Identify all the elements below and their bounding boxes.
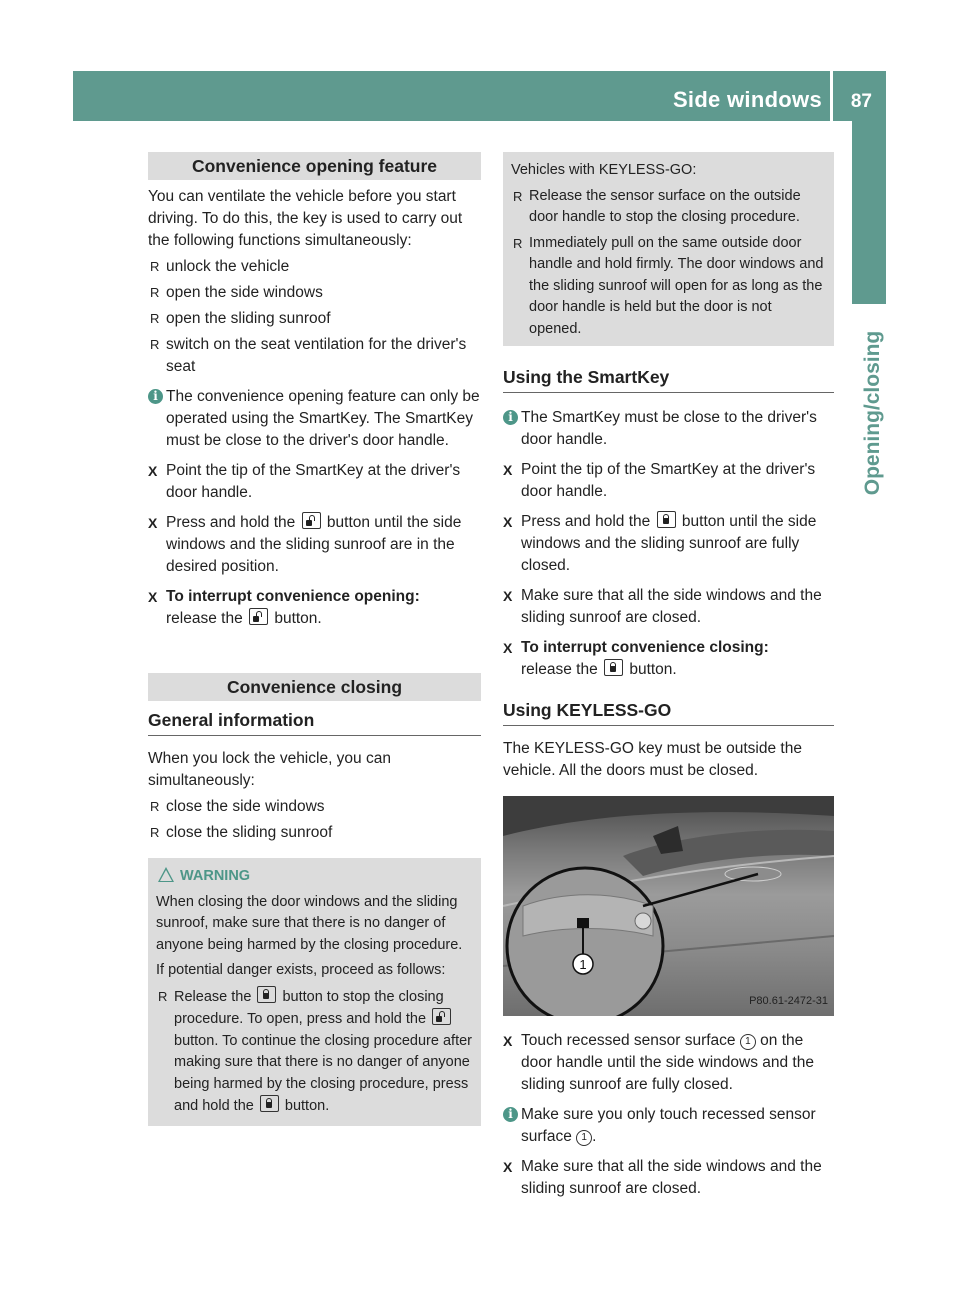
- paragraph: The KEYLESS-GO key must be outside the vehicle. All the doors must be closed.: [503, 740, 802, 779]
- list-item: R close the sliding sunroof: [148, 822, 481, 844]
- paragraph: Vehicles with KEYLESS-GO:: [511, 162, 697, 178]
- list-item: R open the sliding sunroof: [148, 308, 481, 330]
- page-number: 87: [850, 91, 872, 112]
- info-icon: i: [503, 1107, 518, 1122]
- paragraph: When you lock the vehicle, you can simultaneously:: [148, 750, 391, 789]
- callout-number: 1: [576, 1130, 592, 1146]
- heading-convenience-closing: Convenience closing: [148, 673, 481, 701]
- unlock-icon: [249, 608, 268, 625]
- keyless-go-box: [503, 152, 834, 346]
- lock-icon: [260, 1095, 279, 1112]
- heading-using-smartkey: Using the SmartKey: [503, 366, 834, 393]
- door-handle-shape: [725, 867, 781, 881]
- door-handle-figure: [503, 796, 834, 1016]
- info-note: i Make sure you only touch recessed sensor surface 1 .: [503, 1104, 834, 1148]
- right-column: [503, 152, 834, 1200]
- figure-code: P80.61-2472-31: [749, 995, 828, 1007]
- lock-icon: [257, 986, 276, 1003]
- step: X Point the tip of the SmartKey at the driver's door handle.: [503, 459, 834, 503]
- paragraph: You can ventilate the vehicle before you start driving. To do this, the key is used to carry out the following functions simultaneously:: [148, 188, 463, 249]
- unlock-icon: [432, 1008, 451, 1025]
- step: X Touch recessed sensor surface 1 on the door handle until the side windows and the sliding sunroof are fully closed.: [503, 1030, 834, 1096]
- detail-magnifier: [507, 868, 663, 1016]
- step: X To interrupt convenience opening: release the button.: [148, 586, 481, 630]
- svg-text:1: 1: [579, 957, 587, 972]
- step: X Make sure that all the side windows and the sliding sunroof are closed.: [503, 585, 834, 629]
- step: X To interrupt convenience closing: release the button.: [503, 637, 834, 681]
- step: X Point the tip of the SmartKey at the driver's door handle.: [148, 460, 481, 504]
- warning-text: When closing the door windows and the sliding sunroof, make sure that there is no danger of anyone being harmed by the closing procedure.: [156, 893, 463, 953]
- chapter-tab: [852, 121, 886, 304]
- warning-text: If potential danger exists, proceed as follows:: [156, 962, 446, 978]
- chapter-label: Opening/closing: [861, 330, 884, 496]
- list-item: R switch on the seat ventilation for the driver's seat: [148, 334, 481, 378]
- list-item: R close the side windows: [148, 796, 481, 818]
- door-handle-illustration: [503, 796, 834, 1016]
- callout-number: 1: [740, 1034, 756, 1050]
- warning-title: WARNING: [156, 866, 473, 888]
- info-icon: i: [503, 410, 518, 425]
- list-item: R unlock the vehicle: [148, 256, 481, 278]
- unlock-icon: [302, 512, 321, 529]
- warning-box: [148, 858, 481, 1126]
- list-item: R Immediately pull on the same outside door handle and hold firmly. The door windows and the sliding sunroof will open for as long as the door handle is held but the door is not opened.: [511, 233, 826, 341]
- left-column: [148, 152, 481, 1126]
- warning-triangle-icon: [158, 867, 174, 882]
- step: X Press and hold the button until the side windows and the sliding sunroof are in the desired position.: [148, 512, 481, 578]
- info-note: i The convenience opening feature can only be operated using the SmartKey. The SmartKey must be close to the driver's door handle.: [148, 386, 481, 452]
- header-bar: [73, 71, 886, 121]
- heading-general-information: General information: [148, 709, 481, 736]
- lock-icon: [604, 659, 623, 676]
- lock-icon: [657, 511, 676, 528]
- info-icon: i: [148, 389, 163, 404]
- list-item: R Release the button to stop the closing procedure. To open, press and hold the button. To continue the closing procedure after making sure that there is no danger of anyone being harmed by the closing procedure, press and hold the button.: [156, 986, 473, 1118]
- list-item: R Release the sensor surface on the outside door handle to stop the closing procedure.: [511, 186, 826, 229]
- list-item: R open the side windows: [148, 282, 481, 304]
- section-title: Side windows: [672, 87, 822, 112]
- info-note: i The SmartKey must be close to the driver's door handle.: [503, 407, 834, 451]
- step: X Press and hold the button until the side windows and the sliding sunroof are fully closed.: [503, 511, 834, 577]
- header-divider: [830, 71, 833, 121]
- step: X Make sure that all the side windows and the sliding sunroof are closed.: [503, 1156, 834, 1200]
- heading-convenience-opening: Convenience opening feature: [148, 152, 481, 180]
- heading-using-keyless-go: Using KEYLESS-GO: [503, 699, 834, 726]
- sensor-surface: [577, 918, 589, 928]
